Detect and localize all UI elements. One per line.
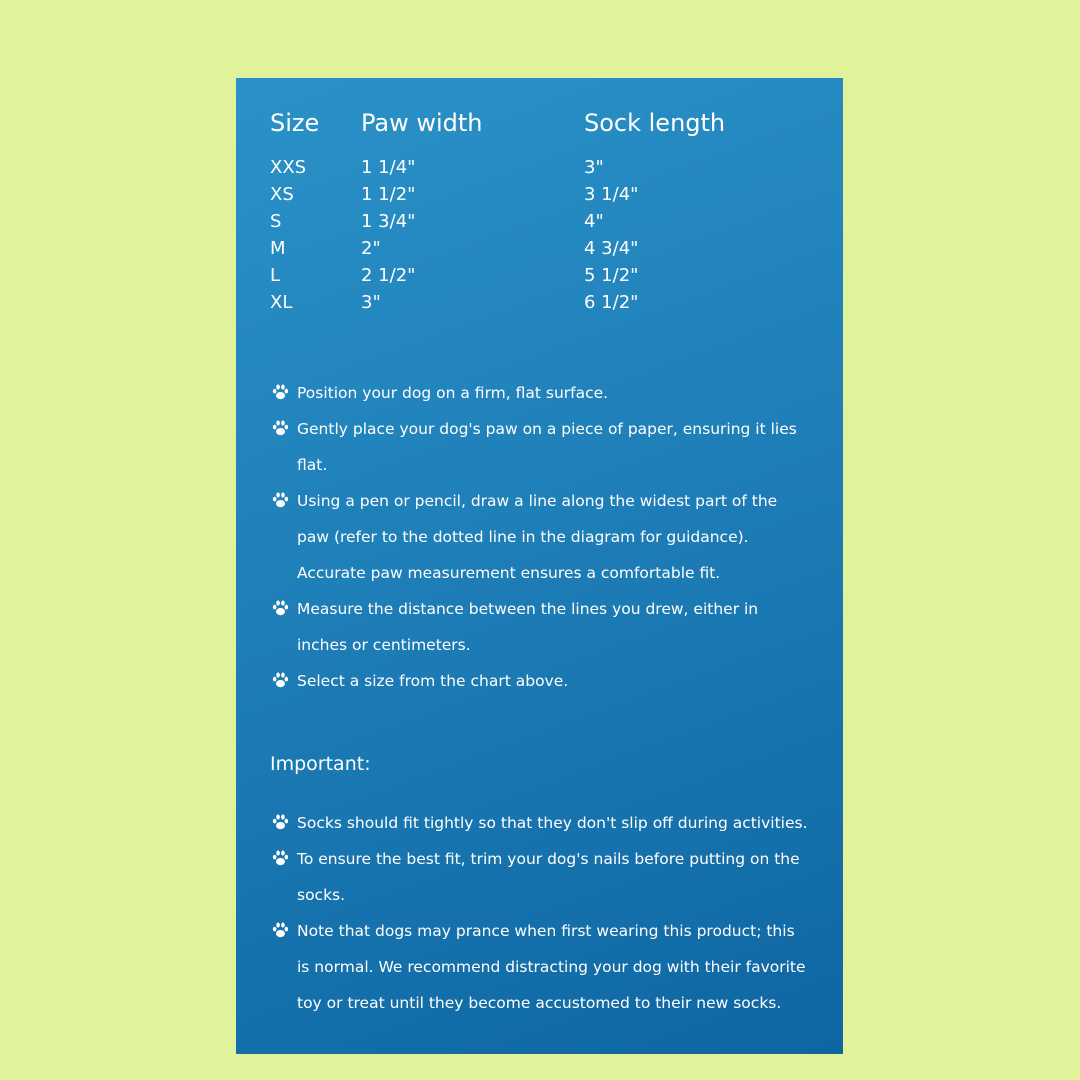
instruction-text: Gently place your dog's paw on a piece of paper, ensuring it lies flat. [297, 420, 797, 474]
header-sock-length: Sock length [584, 109, 726, 137]
paw-icon [271, 383, 290, 401]
header-paw-width: Paw width [361, 109, 483, 137]
paw-width-cell: 2 1/2" [361, 265, 416, 286]
size-row [270, 208, 810, 235]
sock-length-cell: 5 1/2" [584, 265, 639, 286]
size-row [270, 154, 810, 181]
size-cell: M [270, 238, 286, 259]
paw-width-cell: 1 1/2" [361, 184, 416, 205]
size-row [270, 181, 810, 208]
paw-icon [271, 671, 290, 689]
paw-width-cell: 2" [361, 238, 381, 259]
size-cell: S [270, 211, 282, 232]
sock-length-cell: 6 1/2" [584, 292, 639, 313]
list-item [270, 375, 810, 411]
paw-icon [271, 599, 290, 617]
paw-icon [271, 491, 290, 509]
list-item [270, 805, 810, 841]
sock-length-cell: 4 3/4" [584, 238, 639, 259]
size-cell: XL [270, 292, 293, 313]
size-cell: XXS [270, 157, 307, 178]
list-item [270, 411, 810, 483]
size-row [270, 289, 810, 316]
instruction-text: Select a size from the chart above. [297, 672, 569, 690]
important-note-text: Socks should fit tightly so that they don't slip off during activities. [297, 814, 808, 832]
sock-length-cell: 4" [584, 211, 604, 232]
paw-icon [271, 921, 290, 939]
size-chart-table [270, 106, 810, 316]
size-cell: L [270, 265, 281, 286]
important-heading: Important: [270, 753, 371, 775]
important-note-text: To ensure the best fit, trim your dog's nails before putting on the socks. [297, 850, 800, 904]
list-item [270, 841, 810, 913]
paw-width-cell: 1 1/4" [361, 157, 416, 178]
list-item [270, 913, 810, 1021]
size-row [270, 262, 810, 289]
paw-width-cell: 3" [361, 292, 381, 313]
paw-width-cell: 1 3/4" [361, 211, 416, 232]
size-row [270, 235, 810, 262]
important-notes-list [270, 805, 810, 1021]
list-item [270, 483, 810, 591]
paw-icon [271, 813, 290, 831]
paw-icon [271, 849, 290, 867]
size-guide-card [236, 78, 843, 1054]
paw-icon [271, 419, 290, 437]
instruction-text: Using a pen or pencil, draw a line along the widest part of the paw (refer to the dotted line in the diagram for guidance). Accurate paw measurement ensures a comfortable fit. [297, 492, 778, 582]
instruction-text: Measure the distance between the lines you drew, either in inches or centimeters. [297, 600, 759, 654]
instruction-text: Position your dog on a firm, flat surface. [297, 384, 609, 402]
list-item [270, 591, 810, 663]
sock-length-cell: 3" [584, 157, 604, 178]
measuring-instructions-list [270, 375, 810, 699]
size-chart-header [270, 106, 810, 150]
header-size: Size [270, 109, 320, 137]
sock-length-cell: 3 1/4" [584, 184, 639, 205]
size-cell: XS [270, 184, 294, 205]
important-note-text: Note that dogs may prance when first wearing this product; this is normal. We recommend distracting your dog with their favorite toy or treat until they become accustomed to their new socks. [297, 922, 806, 1012]
list-item [270, 663, 810, 699]
